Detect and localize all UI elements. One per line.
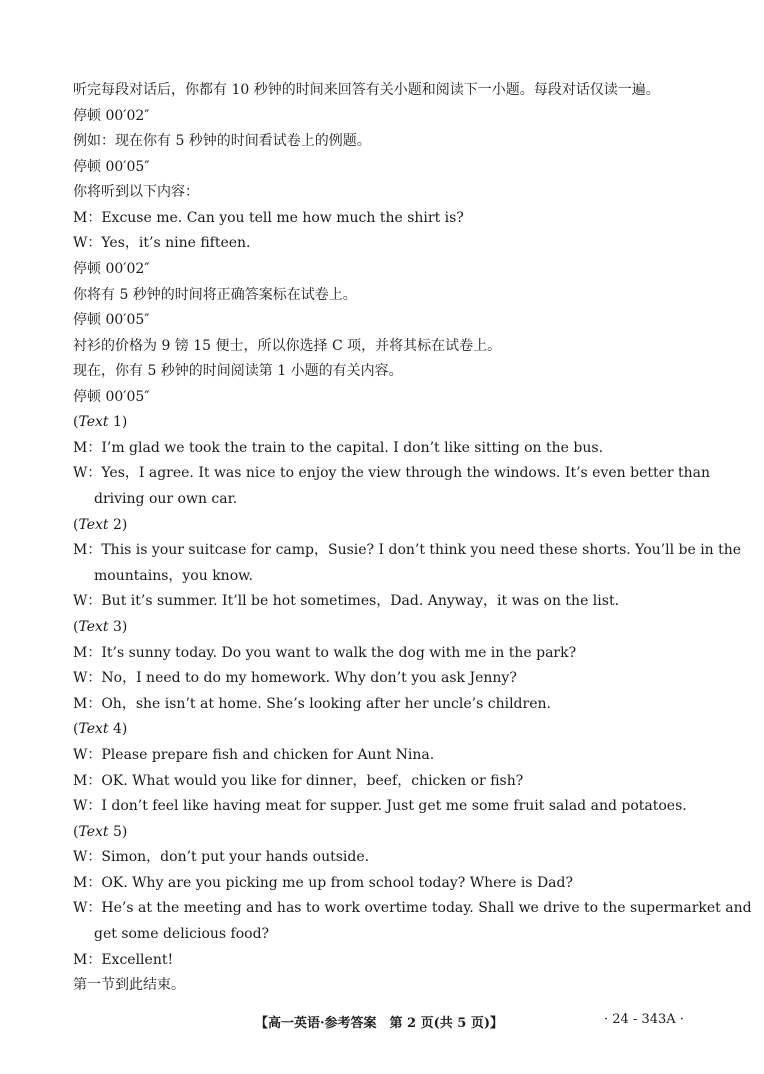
dialogue-line: M：Excellent! [73,952,174,968]
dialogue-continuation: driving our own car. [94,491,238,507]
text-heading-word: Text [78,619,109,635]
pause-line: 停顿 00′05″ [73,312,150,328]
pause-line: 停顿 00′02″ [73,108,150,124]
example-instruction: 例如：现在你有 5 秒钟的时间看试卷上的例题。 [73,133,371,149]
dialogue-line: M：Oh，she isn’t at home. She’s looking after her uncle’s children. [73,696,551,712]
text-heading-word: Text [78,414,109,430]
pause-line: 停顿 00′05″ [73,389,150,405]
dialogue-line: W：But it’s summer. It’ll be hot sometimes，Dad. Anyway，it was on the list. [73,593,620,609]
text-heading-word: Text [78,721,109,737]
instruction-line: 听完每段对话后，你都有 10 秒钟的时间来回答有关小题和阅读下一小题。每段对话仅读一遍。 [73,82,660,98]
dialogue-line: M：OK. What would you like for dinner，beef，chicken or fish? [73,773,524,789]
section-end-line: 第一节到此结束。 [73,977,185,993]
text-heading-number: 1 [112,414,122,430]
text-heading: (Text 2) [73,517,128,533]
dialogue-line: M：Excuse me. Can you tell me how much the shirt is? [73,210,464,226]
dialogue-line: W：He’s at the meeting and has to work overtime today. Shall we drive to the supermarket and [73,900,752,916]
dialogue-line: M：This is your suitcase for camp，Susie? I don’t think you need these shorts. You’ll be in the [73,542,742,558]
text-heading-word: Text [78,517,109,533]
instruction-line: 你将有 5 秒钟的时间将正确答案标在试卷上。 [73,287,357,303]
text-heading: (Text 4) [73,721,128,737]
text-heading-number: 5 [112,824,122,840]
dialogue-line: M：It’s sunny today. Do you want to walk the dog with me in the park? [73,645,577,661]
text-heading-number: 3 [112,619,122,635]
text-heading: (Text 1) [73,414,128,430]
dialogue-line: W：Yes，it’s nine fifteen. [73,235,251,251]
dialogue-line: W：Simon，don’t put your hands outside. [73,849,370,865]
dialogue-line: W：No，I need to do my homework. Why don’t you ask Jenny? [73,670,517,686]
page-footer-label: 【高一英语·参考答案 第 2 页(共 5 页)】 [255,1016,504,1031]
text-heading-number: 4 [112,721,122,737]
dialogue-line: M：I’m glad we took the train to the capital. I don’t like sitting on the bus. [73,440,604,456]
instruction-line: 你将听到以下内容： [73,184,199,200]
dialogue-continuation: get some delicious food? [94,926,270,942]
pause-line: 停顿 00′02″ [73,261,150,277]
text-heading: (Text 3) [73,619,128,635]
dialogue-line: W：I don’t feel like having meat for supper. Just get me some fruit salad and potatoes. [73,798,687,814]
dialogue-line: W：Yes，I agree. It was nice to enjoy the view through the windows. It’s even better than [73,465,711,481]
dialogue-line: W：Please prepare fish and chicken for Aunt Nina. [73,747,435,763]
dialogue-line: M：OK. Why are you picking me up from school today? Where is Dad? [73,875,573,891]
text-heading-number: 2 [112,517,122,533]
text-heading-word: Text [78,824,109,840]
instruction-line: 现在，你有 5 秒钟的时间阅读第 1 小题的有关内容。 [73,363,403,379]
page-footer-code: · 24 - 343A · [604,1012,684,1027]
instruction-line: 衬衫的价格为 9 镑 15 便士，所以你选择 C 项，并将其标在试卷上。 [73,338,502,354]
pause-line: 停顿 00′05″ [73,159,150,175]
dialogue-continuation: mountains，you know. [94,568,253,584]
text-heading: (Text 5) [73,824,128,840]
